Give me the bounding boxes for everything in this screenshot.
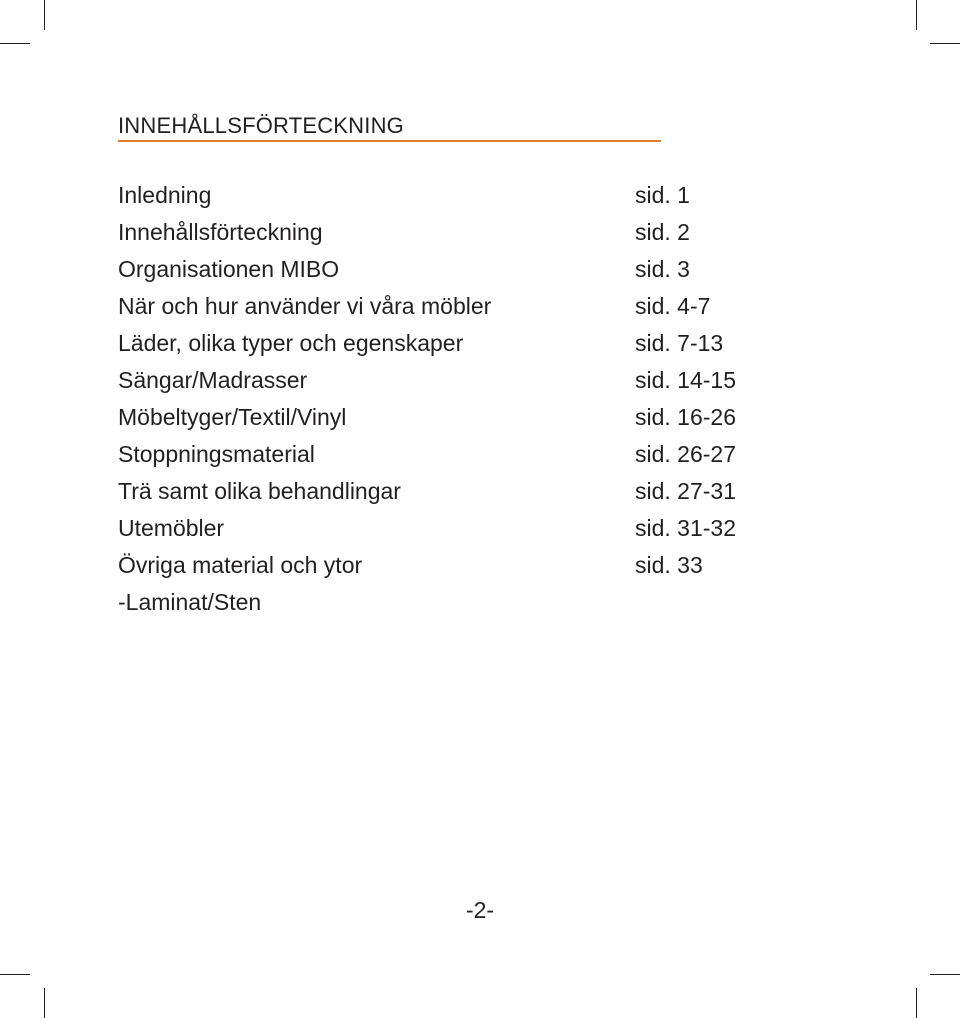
toc-entry-label: När och hur använder vi våra möbler xyxy=(118,293,492,319)
toc-entry-label: Innehållsförteckning xyxy=(118,219,323,245)
toc-entry-laminat-sten xyxy=(118,585,818,622)
toc-entry-label: Utemöbler xyxy=(118,515,225,541)
toc-entry-label: Stoppningsmaterial xyxy=(118,441,315,467)
toc-entry-page: sid. 4-7 xyxy=(635,293,711,319)
toc-entry-mobeltyger xyxy=(118,400,818,437)
toc-entry-page: sid. 2 xyxy=(635,219,690,245)
crop-mark-top-right-vertical xyxy=(916,0,917,30)
toc-entry-label: -Laminat/Sten xyxy=(118,589,262,615)
toc-entry-page: sid. 16-26 xyxy=(635,404,737,430)
title-underline xyxy=(118,140,661,142)
page-title: INNEHÅLLSFÖRTECKNING xyxy=(118,113,404,138)
crop-mark-bottom-left-horizontal xyxy=(0,974,30,975)
toc-entry-label: Organisationen MIBO xyxy=(118,256,340,282)
toc-entry-organisationen-mibo xyxy=(118,252,818,289)
toc-entry-tra xyxy=(118,474,818,511)
toc-entry-page: sid. 3 xyxy=(635,256,690,282)
toc-entry-innehallsforteckning xyxy=(118,215,818,252)
crop-mark-top-left-horizontal xyxy=(0,43,30,44)
toc-entry-lader xyxy=(118,326,818,363)
crop-mark-bottom-right-vertical xyxy=(916,988,917,1018)
toc-entry-label: Sängar/Madrasser xyxy=(118,367,308,393)
toc-entry-page: sid. 7-13 xyxy=(635,330,724,356)
toc-entry-label: Inledning xyxy=(118,182,212,208)
table-of-contents xyxy=(118,178,818,622)
toc-entry-label: Övriga material och ytor xyxy=(118,552,363,578)
toc-entry-page: sid. 26-27 xyxy=(635,441,737,467)
toc-entry-page: sid. 27-31 xyxy=(635,478,737,504)
page-number: -2- xyxy=(465,897,495,923)
toc-entry-utemobler xyxy=(118,511,818,548)
toc-entry-ovriga-material xyxy=(118,548,818,585)
toc-entry-page: sid. 33 xyxy=(635,552,703,578)
toc-entry-inledning xyxy=(118,178,818,215)
toc-entry-sangar-madrasser xyxy=(118,363,818,400)
toc-entry-stoppningsmaterial xyxy=(118,437,818,474)
toc-entry-label: Läder, olika typer och egenskaper xyxy=(118,330,464,356)
toc-entry-page: sid. 1 xyxy=(635,182,690,208)
crop-mark-bottom-left-vertical xyxy=(44,988,45,1018)
toc-entry-page: sid. 31-32 xyxy=(635,515,737,541)
crop-mark-bottom-right-horizontal xyxy=(930,974,960,975)
crop-mark-top-left-vertical xyxy=(44,0,45,30)
toc-entry-label: Trä samt olika behandlingar xyxy=(118,478,401,504)
toc-entry-page: sid. 14-15 xyxy=(635,367,737,393)
toc-entry-nar-och-hur xyxy=(118,289,818,326)
toc-entry-label: Möbeltyger/Textil/Vinyl xyxy=(118,404,347,430)
crop-mark-top-right-horizontal xyxy=(930,43,960,44)
